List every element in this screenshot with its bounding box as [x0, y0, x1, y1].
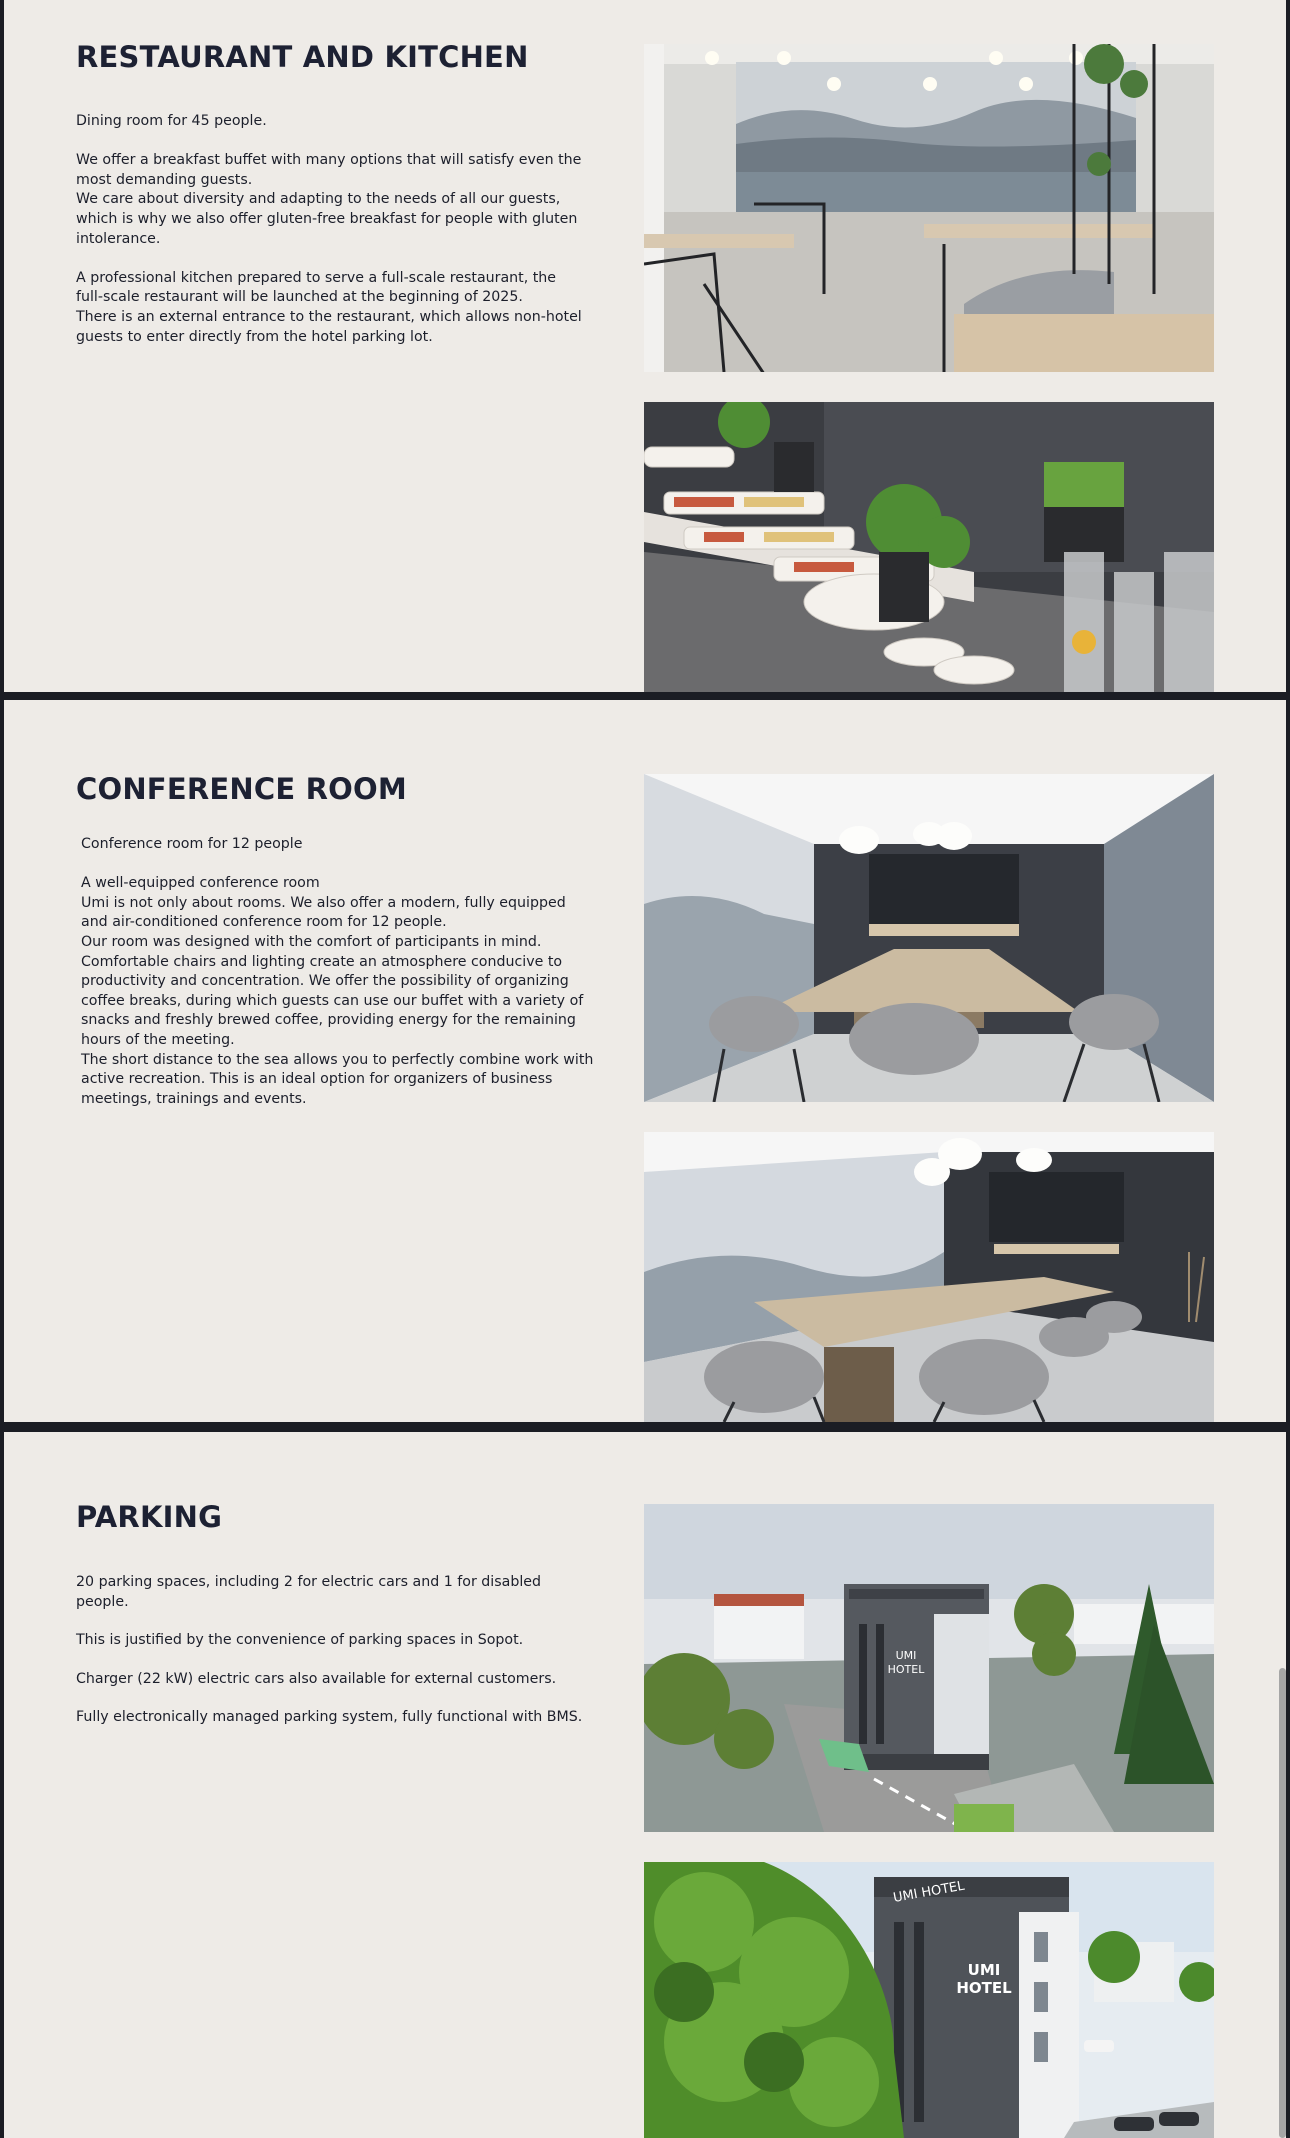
restaurant-section — [4, 0, 1286, 692]
hotel-sign-line1: UMI — [895, 1649, 917, 1662]
conference-room-photo-1 — [644, 774, 1214, 1102]
buffet-image — [644, 402, 1214, 692]
restaurant-capacity: Dining room for 45 people. — [76, 113, 267, 129]
parking-heading: PARKING — [76, 1500, 223, 1534]
restaurant-heading: RESTAURANT AND KITCHEN — [76, 40, 529, 74]
buffet-photo — [644, 402, 1214, 692]
hotel-facade-sign-line1: UMI — [967, 1961, 1001, 1979]
restaurant-paragraph-4: There is an external entrance to the restaurant, which allows non-hotel guests to enter directly from the hotel parking lot. — [76, 308, 582, 345]
parking-paragraph-1: 20 parking spaces, including 2 for electric cars and 1 for disabled people. — [76, 1574, 542, 1610]
restaurant-paragraph-3: A professional kitchen prepared to serve a full-scale restaurant, the full-scale restaurant will be launched at the beginning of 2025. — [76, 269, 557, 306]
dining-room-image — [644, 44, 1214, 372]
parking-section — [4, 1432, 1286, 2138]
conference-capacity: Conference room for 12 people — [81, 836, 303, 852]
parking-description — [76, 1573, 586, 1728]
page-scrollbar[interactable] — [1279, 1668, 1286, 2138]
conference-room-image-1 — [644, 774, 1214, 1102]
hotel-aerial-image — [644, 1504, 1214, 1832]
restaurant-paragraph-2: We care about diversity and adapting to the needs of all our guests, which is why we also offer gluten-free breakfast for people with gluten intolerance. — [76, 191, 578, 247]
conference-room-photo-2 — [644, 1132, 1214, 1422]
hotel-sign-line2: HOTEL — [887, 1663, 925, 1676]
conference-paragraph-2: Umi is not only about rooms. We also offer a modern, fully equipped and air-conditioned conference room for 12 people. — [81, 894, 566, 931]
dining-room-photo — [644, 44, 1214, 372]
hotel-facade-image — [644, 1862, 1214, 2138]
parking-paragraph-2: This is justified by the convenience of parking spaces in Sopot. — [76, 1632, 524, 1649]
hotel-facade-photo — [644, 1862, 1214, 2138]
hotel-facade-sign-line2: HOTEL — [956, 1979, 1012, 1997]
conference-description — [81, 835, 596, 1109]
parking-paragraph-3: Charger (22 kW) electric cars also available for external customers. — [76, 1670, 557, 1687]
restaurant-description — [76, 112, 586, 347]
hotel-aerial-photo — [644, 1504, 1214, 1832]
conference-paragraph-3: Our room was designed with the comfort of participants in mind. — [81, 933, 542, 950]
conference-heading: CONFERENCE ROOM — [76, 772, 407, 806]
conference-paragraph-1: A well-equipped conference room — [81, 875, 320, 892]
hotel-roof-sign: UMI HOTEL — [892, 1878, 966, 1906]
conference-paragraph-4: Comfortable chairs and lighting create an atmosphere conducive to productivity and concentration. We offer the possibility of organizing coffee breaks, during which guests can use our buffet with a variety of snacks and freshly brewed coffee, providing energy for the remaining hours of the meeting. — [81, 953, 584, 1048]
parking-paragraph-4: Fully electronically managed parking system, fully functional with BMS. — [76, 1709, 583, 1726]
conference-paragraph-5: The short distance to the sea allows you to perfectly combine work with active recreation. This is an ideal option for organizers of business meetings, trainings and events. — [81, 1051, 594, 1107]
conference-section — [4, 700, 1286, 1422]
restaurant-paragraph-1: We offer a breakfast buffet with many options that will satisfy even the most demanding guests. — [76, 152, 582, 188]
conference-room-image-2 — [644, 1132, 1214, 1422]
